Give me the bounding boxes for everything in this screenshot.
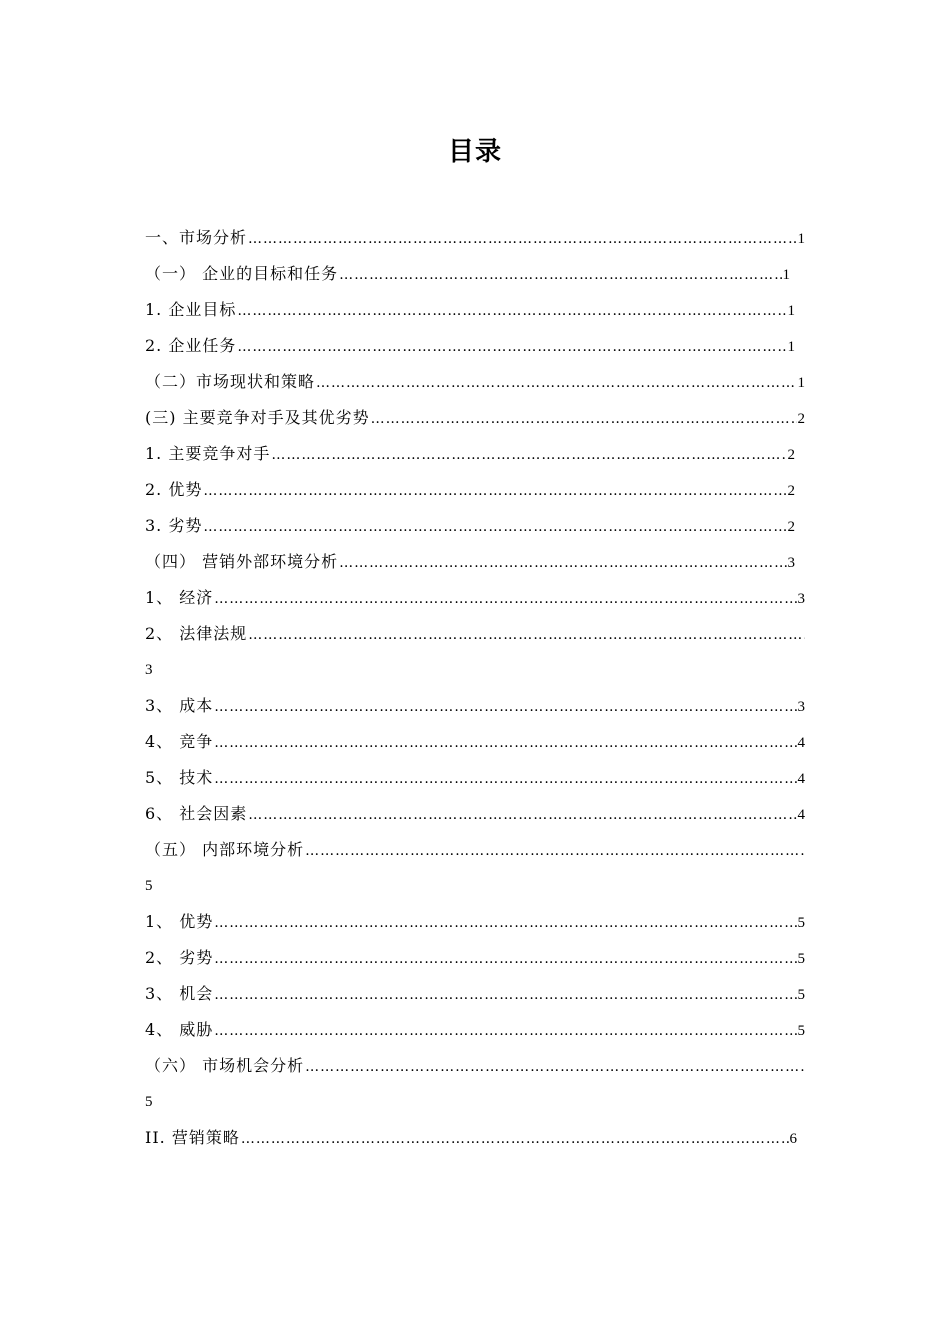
toc-entry-text: 1、 经济 [145, 588, 214, 607]
dot-leader [339, 545, 786, 581]
dot-leader [214, 581, 796, 617]
dot-leader [214, 689, 796, 725]
toc-entry-text: （一） 企业的目标和任务 [145, 264, 339, 283]
toc-entry-text: （六） 市场机会分析 [145, 1056, 305, 1075]
toc-entry[interactable] [145, 940, 805, 976]
dot-leader [271, 437, 786, 473]
dot-leader [214, 761, 796, 797]
dot-leader [214, 725, 796, 761]
toc-entry[interactable] [145, 292, 795, 328]
toc-entry[interactable] [145, 724, 805, 760]
toc-page-number: 3 [797, 591, 805, 607]
toc-entry-text: 1、 优势 [145, 912, 214, 931]
dot-leader [248, 797, 796, 833]
toc-entry-text: (三) 主要竞争对手及其优劣势 [145, 408, 370, 427]
toc-page-number: 4 [797, 735, 805, 751]
toc-page-number: 1 [782, 267, 790, 283]
toc-page-number: 5 [145, 1094, 153, 1110]
toc-entry[interactable] [145, 364, 805, 400]
toc-entry[interactable] [145, 256, 790, 292]
dot-leader [214, 977, 796, 1013]
dot-leader [316, 365, 796, 401]
toc-entry-text: 3. 劣势 [145, 516, 203, 535]
dot-leader [248, 617, 805, 653]
toc-entry[interactable] [145, 472, 795, 508]
dot-leader [203, 509, 786, 545]
toc-entry[interactable] [145, 1012, 805, 1048]
toc-entry-text: 2. 企业任务 [145, 336, 237, 355]
toc-page-number: 5 [797, 951, 805, 967]
toc-entry[interactable] [145, 1120, 797, 1156]
toc-page-number: 3 [145, 662, 153, 678]
toc-entry[interactable] [145, 508, 795, 544]
dot-leader [214, 905, 796, 941]
toc-entry[interactable] [145, 436, 795, 472]
toc-entry[interactable] [145, 544, 795, 580]
table-of-contents [145, 220, 805, 1156]
toc-page-number: 2 [787, 483, 795, 499]
dot-leader [214, 941, 796, 977]
toc-page-number: 1 [797, 231, 805, 247]
toc-entry[interactable] [145, 220, 805, 256]
toc-entry[interactable] [145, 760, 805, 796]
toc-page-number: 6 [789, 1131, 797, 1147]
toc-entry-text: 1. 企业目标 [145, 300, 237, 319]
toc-page-number: 1 [787, 339, 795, 355]
dot-leader [305, 1049, 805, 1085]
toc-page-number: 2 [787, 447, 795, 463]
dot-leader [237, 293, 786, 329]
toc-page-number: 2 [797, 411, 805, 427]
dot-leader [237, 329, 786, 365]
toc-entry-text: II. 营销策略 [145, 1128, 240, 1147]
toc-page-number: 3 [787, 555, 795, 571]
dot-leader [371, 401, 797, 437]
toc-page-number: 5 [797, 1023, 805, 1039]
toc-page-number: 5 [797, 987, 805, 1003]
toc-entry[interactable] [145, 832, 805, 868]
dot-leader [214, 1013, 796, 1049]
toc-entry-text: 3、 成本 [145, 696, 214, 715]
toc-entry[interactable] [145, 328, 795, 364]
toc-entry-text: 4、 竞争 [145, 732, 214, 751]
toc-entry[interactable] [145, 904, 805, 940]
page-title: 目录 [447, 137, 502, 167]
toc-page-number: 1 [787, 303, 795, 319]
dot-leader [241, 1121, 789, 1157]
toc-entry-text: 2、 法律法规 [145, 624, 248, 643]
toc-page-number: 4 [797, 771, 805, 787]
toc-entry[interactable] [145, 616, 805, 652]
toc-entry-text: 一、市场分析 [145, 228, 248, 247]
toc-entry-text: 2、 劣势 [145, 948, 214, 967]
dot-leader [305, 833, 805, 869]
toc-entry-text: 4、 威胁 [145, 1020, 214, 1039]
toc-entry-text: 2. 优势 [145, 480, 203, 499]
toc-page-number: 3 [797, 699, 805, 715]
toc-entry[interactable] [145, 796, 805, 832]
dot-leader [203, 473, 786, 509]
toc-entry[interactable] [145, 1048, 805, 1084]
toc-entry-text: 6、 社会因素 [145, 804, 248, 823]
dot-leader [248, 221, 796, 257]
toc-entry[interactable] [145, 688, 805, 724]
toc-entry-text: 5、 技术 [145, 768, 214, 787]
toc-entry-text: （二）市场现状和策略 [145, 372, 316, 391]
toc-page-number: 5 [145, 878, 153, 894]
toc-page-number: 2 [787, 519, 795, 535]
toc-entry[interactable] [145, 400, 805, 436]
toc-entry[interactable] [145, 976, 805, 1012]
toc-entry-text: 1. 主要竞争对手 [145, 444, 271, 463]
toc-entry-text: 3、 机会 [145, 984, 214, 1003]
toc-entry[interactable] [145, 580, 805, 616]
toc-page-number: 5 [797, 915, 805, 931]
toc-entry-text: （四） 营销外部环境分析 [145, 552, 339, 571]
toc-entry-text: （五） 内部环境分析 [145, 840, 305, 859]
dot-leader [339, 257, 781, 293]
toc-page-number: 1 [797, 375, 805, 391]
toc-page-number: 4 [797, 807, 805, 823]
